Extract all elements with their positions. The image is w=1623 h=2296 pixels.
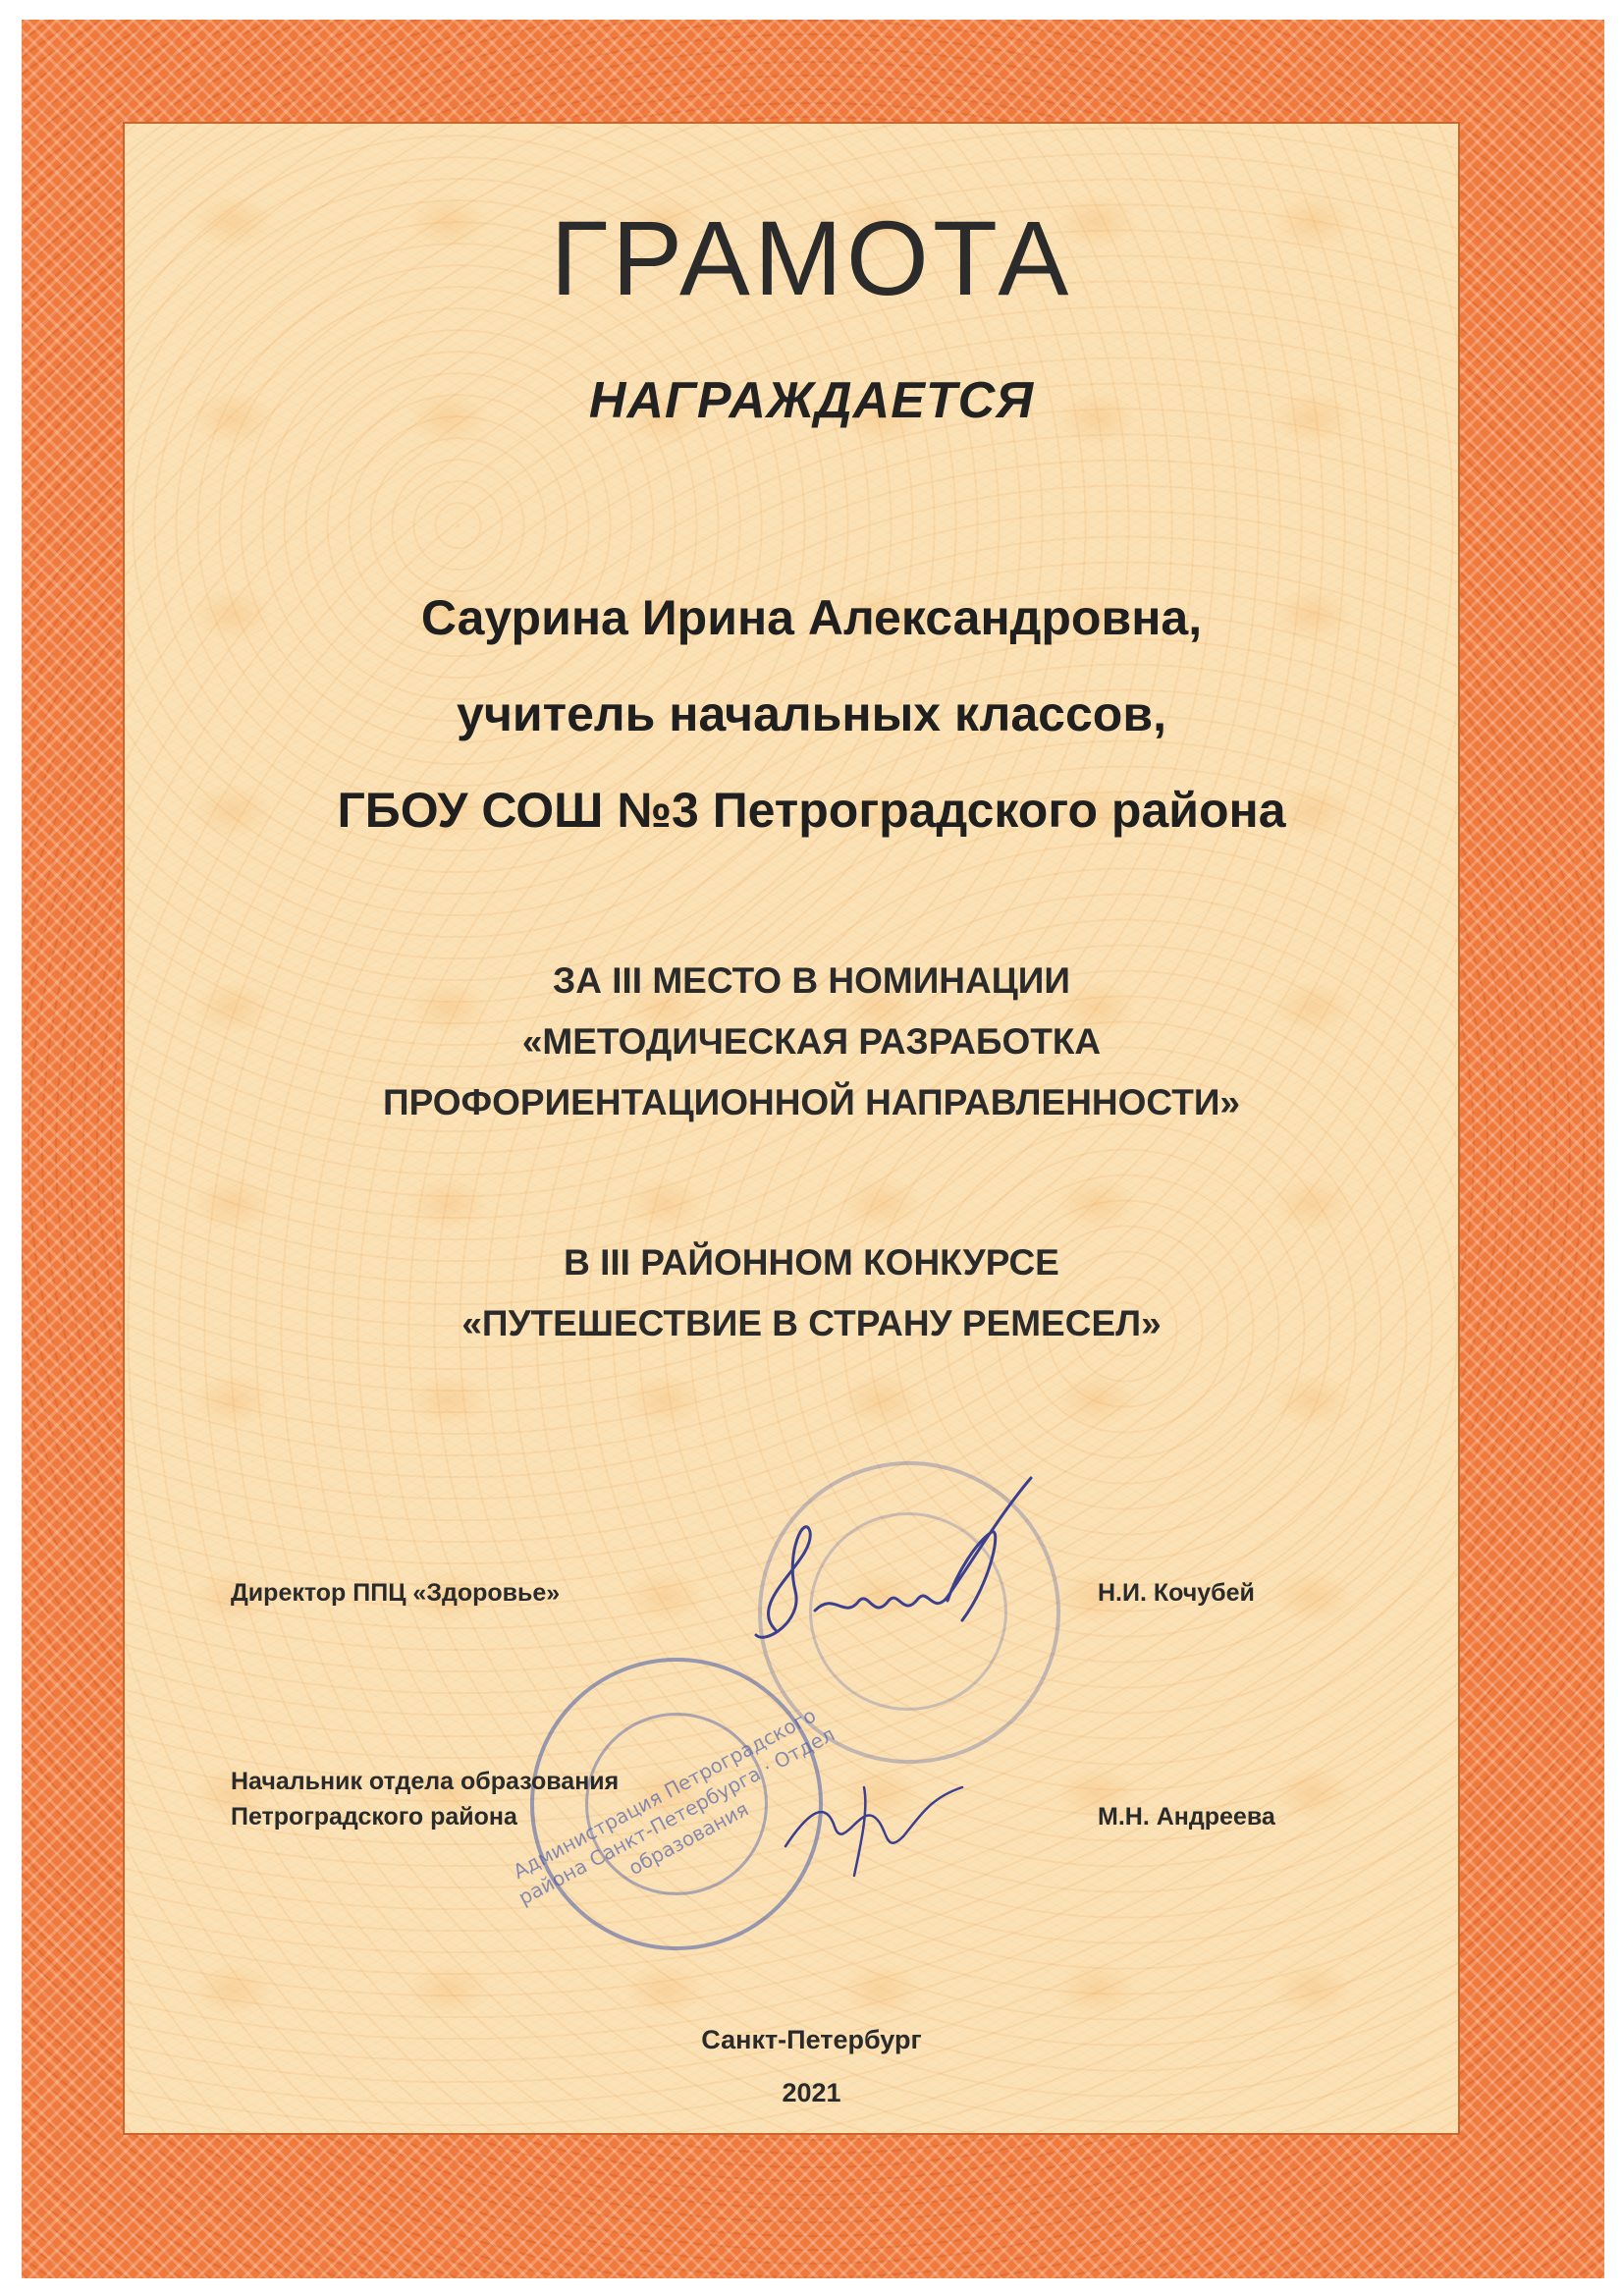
reason-line-1: ЗА III МЕСТО В НОМИНАЦИИ bbox=[553, 960, 1070, 1001]
reason-line-2: «МЕТОДИЧЕСКАЯ РАЗРАБОТКА bbox=[521, 1021, 1102, 1062]
signature-2 bbox=[766, 1758, 982, 1886]
signatory-1-role: Директор ППЦ «Здоровье» bbox=[231, 1579, 561, 1607]
footer-city: Санкт-Петербург bbox=[701, 2025, 922, 2054]
reason-line-3: ПРОФОРИЕНТАЦИОННОЙ НАПРАВЛЕННОСТИ» bbox=[382, 1082, 1240, 1122]
recipient-name: Саурина Ирина Александровна, bbox=[420, 590, 1203, 645]
recipient-school: ГБОУ СОШ №3 Петроградского района bbox=[337, 783, 1286, 838]
contest-line-2: «ПУТЕШЕСТВИЕ В СТРАНУ РЕМЕСЕЛ» bbox=[461, 1303, 1162, 1343]
recipient-block bbox=[0, 570, 1623, 858]
signatory-2-role-line-2: Петроградского района bbox=[231, 1803, 517, 1831]
signatory-2-role-line-1: Начальник отдела образования bbox=[231, 1768, 620, 1795]
signatory-1-name: Н.И. Кочубей bbox=[1098, 1579, 1255, 1607]
signature-1 bbox=[707, 1473, 1041, 1669]
stamp-2-text: Администрация Петроградского района Санкт-Петербурга · Отдел образования bbox=[509, 1703, 839, 1910]
award-reason bbox=[0, 951, 1623, 1133]
recipient-position: учитель начальных классов, bbox=[457, 686, 1166, 741]
signatory-2-name: М.Н. Андреева bbox=[1098, 1803, 1275, 1831]
contest-info bbox=[0, 1232, 1623, 1354]
footer-year: 2021 bbox=[782, 2078, 841, 2107]
awarded-heading: НАГРАЖДАЕТСЯ bbox=[588, 372, 1035, 429]
certificate-title: ГРАМОТА bbox=[550, 198, 1073, 317]
contest-line-1: В III РАЙОННОМ КОНКУРСЕ bbox=[564, 1242, 1059, 1283]
footer bbox=[0, 2013, 1623, 2119]
signatory-2-role bbox=[231, 1764, 619, 1834]
